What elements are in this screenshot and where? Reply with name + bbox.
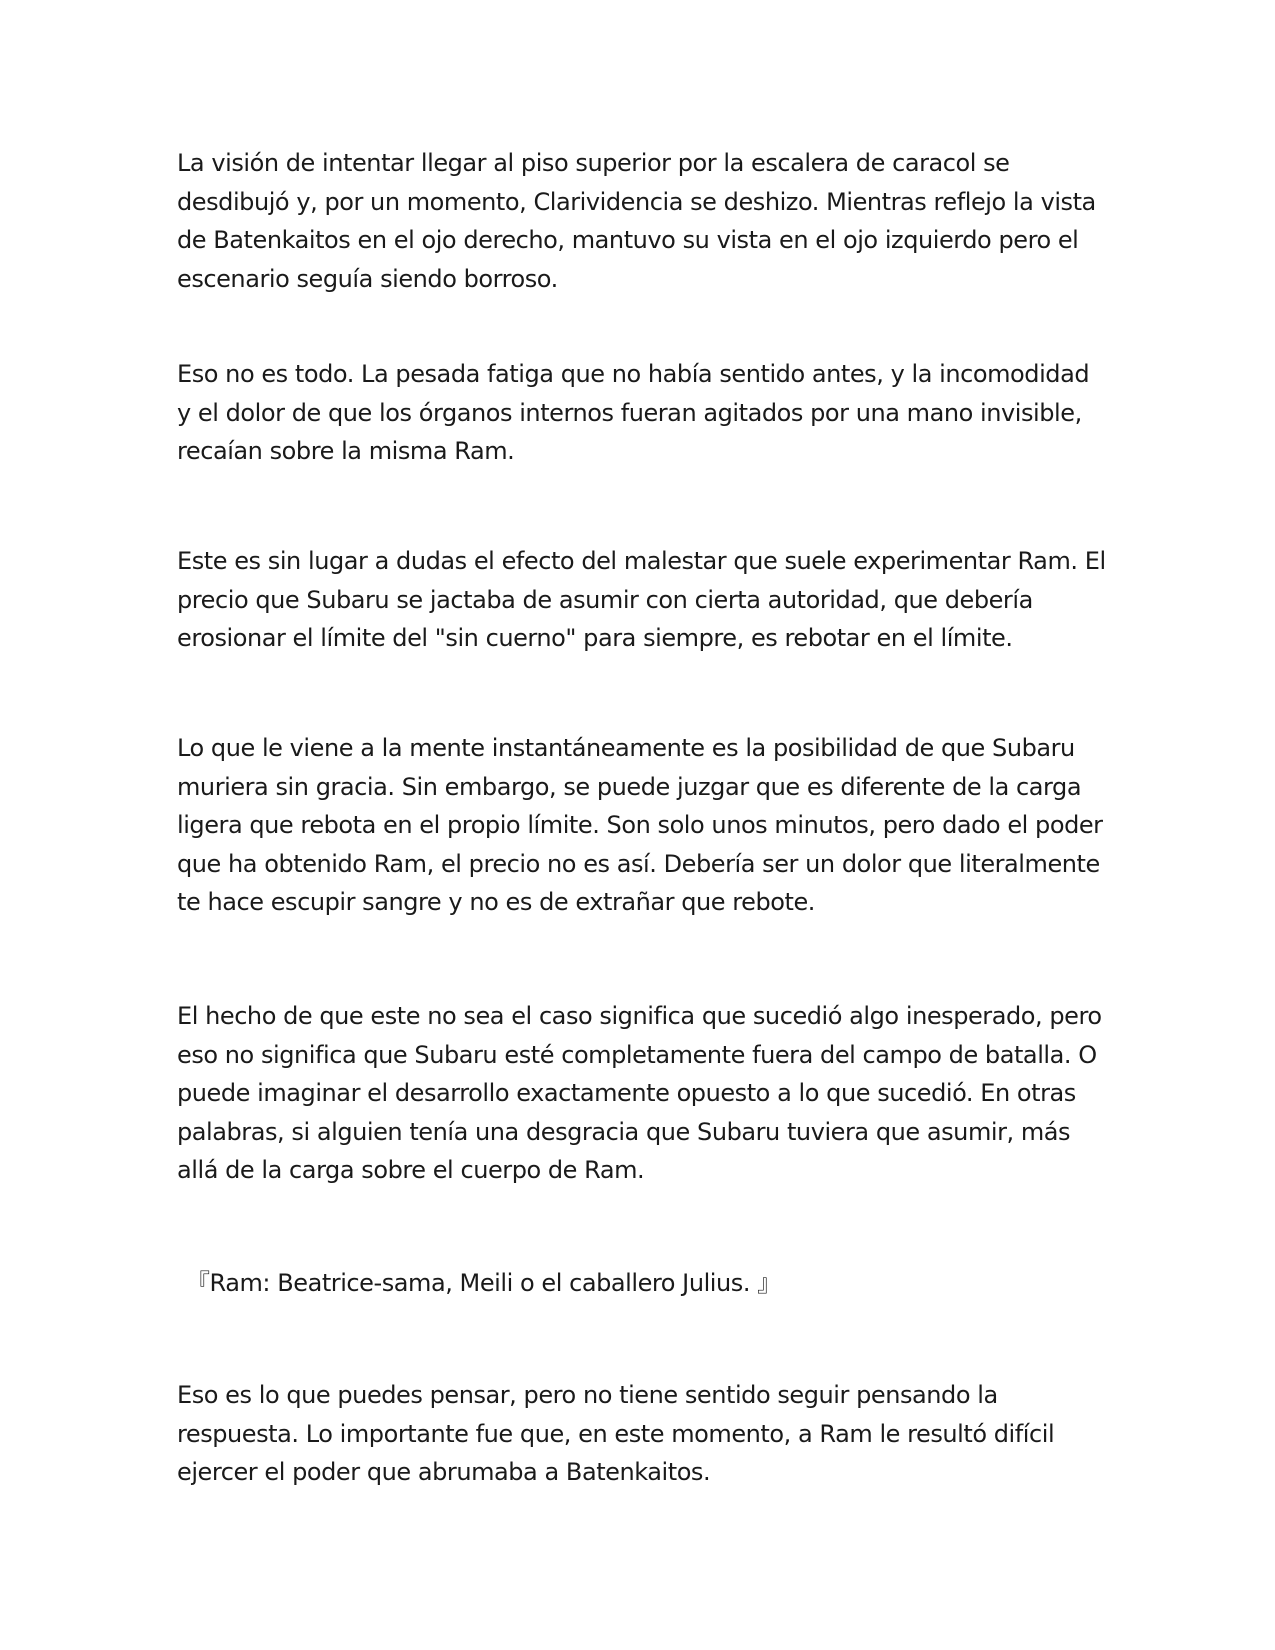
paragraph-7: Eso es lo que puedes pensar, pero no tiene sentido seguir pensando la respuesta. Lo importante fue que, en este momento, a Ram le resultó difícil ejercer el poder que abrumaba a Batenkaitos. bbox=[177, 1381, 1055, 1486]
paragraph-3: Este es sin lugar a dudas el efecto del malestar que suele experimentar Ram. El precio que Subaru se jactaba de asumir con cierta autoridad, que debería erosionar el límite del "sin cuerno" para siempre, es rebotar en el límite. bbox=[177, 547, 1106, 652]
paragraph-4: Lo que le viene a la mente instantáneamente es la posibilidad de que Subaru muriera sin gracia. Sin embargo, se puede juzgar que es diferente de la carga ligera que rebota en el propio límite. Son solo unos minutos, pero dado el poder que ha obtenido Ram, el precio no es así. Debería ser un dolor que literalmente te hace escupir sangre y no es de extrañar que rebote. bbox=[177, 734, 1103, 916]
dialogue-quote: 『Ram: Beatrice-sama, Meili o el caballero Julius. 』 bbox=[186, 1269, 781, 1297]
paragraph-5: El hecho de que este no sea el caso significa que sucedió algo inesperado, pero eso no significa que Subaru esté completamente fuera del campo de batalla. O puede imaginar el desarrollo exactamente opuesto a lo que sucedió. En otras palabras, si alguien tenía una desgracia que Subaru tuviera que asumir, más allá de la carga sobre el cuerpo de Ram. bbox=[177, 1002, 1102, 1184]
paragraph-1: La visión de intentar llegar al piso superior por la escalera de caracol se desdibujó y, por un momento, Clarividencia se deshizo. Mientras reflejo la vista de Batenkaitos en el ojo derecho, mantuvo su vista en el ojo izquierdo pero el escenario seguía siendo borroso. bbox=[177, 149, 1096, 293]
paragraph-2: Eso no es todo. La pesada fatiga que no había sentido antes, y la incomodidad y el dolor de que los órganos internos fueran agitados por una mano invisible, recaían sobre la misma Ram. bbox=[177, 360, 1090, 465]
